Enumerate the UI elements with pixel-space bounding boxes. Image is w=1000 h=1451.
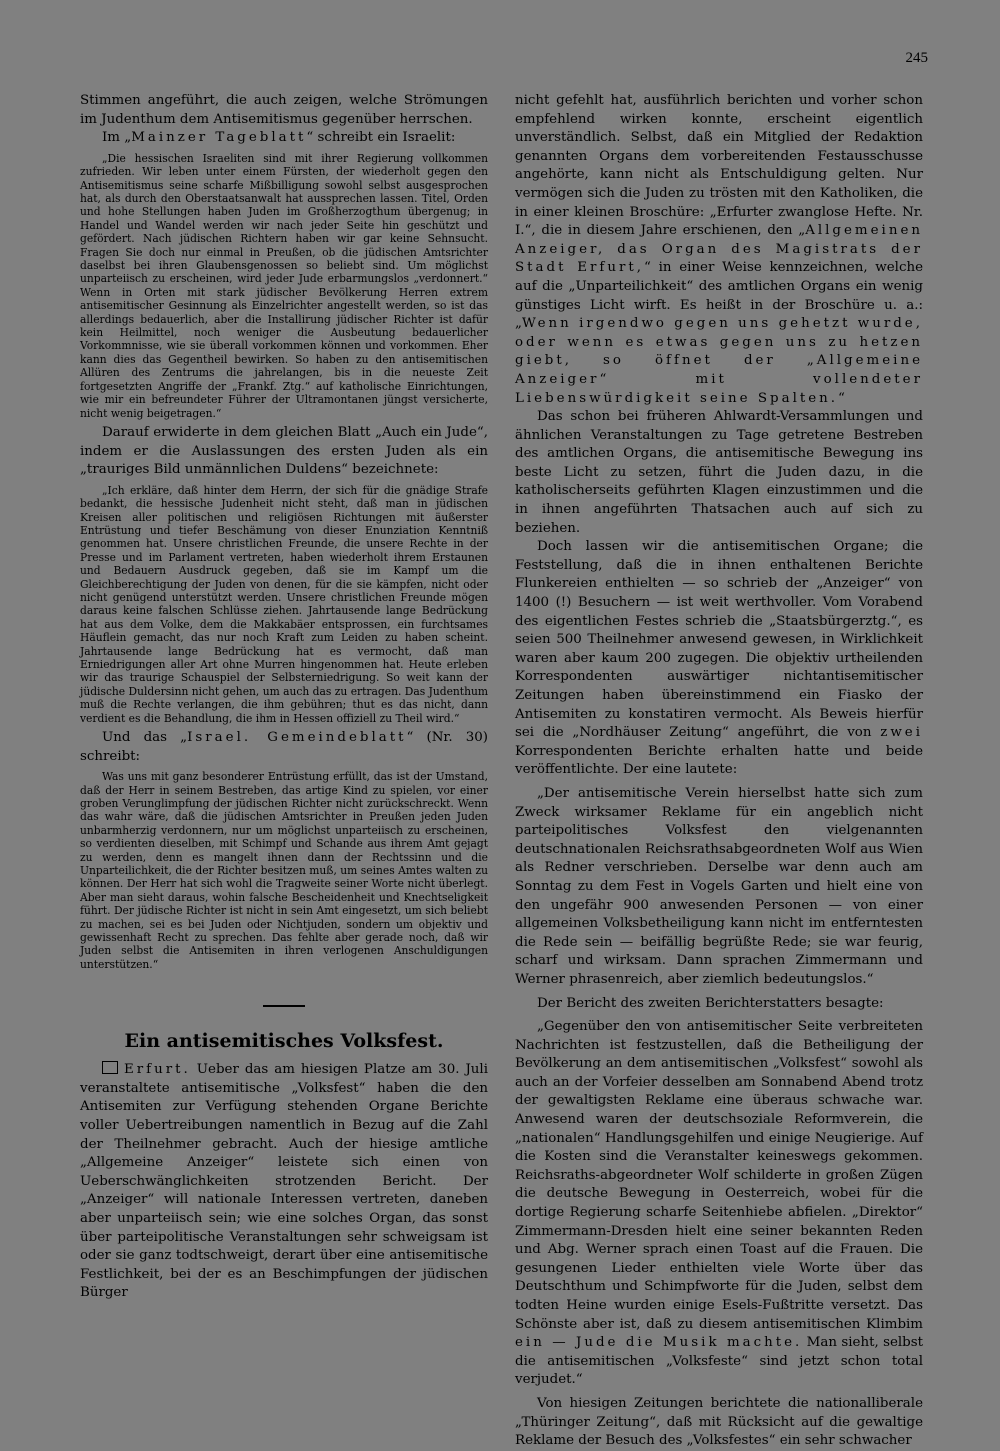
text: Man sieht, selbst die antisemitischen „Volksfeste“ sind jetzt schon total verjudet.“: [515, 1335, 923, 1388]
quotation: „Ich erkläre, daß hinter dem Herrn, der sich für die gnädige Strafe bedankt, die hessische Judenheit nicht steht, daß man in jüdischen Kreisen aller politischen und religiösen Richtungen mit äußerster Entrüstung und tiefer Beschämung von dieser Enunziation Kenntniß genommen hat. Unsere christlichen Freunde, die unsere Rechte in der Presse und im Parlament vertreten, haben wiederholt ihrem Erstaunen und Bedauern Ausdruck gegeben, daß sie im Kampf um die Gleichberechtigung der Juden von denen, für die sie kämpfen, nicht oder nicht genügend unterstützt werden. Unsere christlichen Freunde mögen daraus keine falschen Schlüsse ziehen. Jahrtausende lange Bedrückung hat aus dem Volke, dem die Makkabäer entsprossen, ein furchtsames Häuflein gemacht, das nur noch Kraft zum Leiden zu haben scheint. Jahrtausende lange Bedrückung hat es vermocht, daß man Erniedrigungen aller Art ohne Murren hingenommen hat. Heute erleben wir das traurige Schauspiel der Selbsterniedrigung. So weit kann der jüdische Duldersinn nicht gehen, um auch das zu ertragen. Das Judenthum muß die Rechte verlangen, die ihm gebühren; thut es das nicht, dann verdient es die Behandlung, die ihm in Hessen offiziell zu Theil wird.“: [80, 483, 488, 725]
text: Ueber das am hiesigen Platze am 30. Juli veranstaltete antisemitische „Volksfest“ haben die den Antisemiten zur Verfügung stehenden Organe Berichte voller Uebertreibungen namentlich in Bezug auf die Zahl der Theilnehmer gebracht. Auch der hiesige amtliche „Allgemeine Anzeiger“ leistete sich einen von Ueberschwänglichkeiten strotzenden Bericht. Der „Anzeiger“ will nationale Interessen vertreten, daneben aber unparteiisch sein; wie eine solches Organ, das sonst über parteipolitische Veranstaltungen sehr schweigsam ist oder sie ganz todtschweigt, derart über eine antisemitische Festlichkeit, bei der es an Beschimpfungen der jüdischen Bürger: [80, 1062, 488, 1301]
newspaper-name: Mainzer Tageblatt: [131, 130, 307, 146]
text: nicht gefehlt hat, ausführlich berichten und vorher schon empfehlend wirken konnte, erscheint eigentlich unverständlich. Selbst, daß ein Mitglied der Redaktion genannten Organs dem vorbereitenden Festausschusse angehörte, kann nicht als Entschuldigung gelten. Nur vermögen sich die Juden zu trösten mit den Katholiken, die in einer kleinen Broschüre: „Erfurter zwanglose Hefte. Nr. I.“, die in diesem Jahre erschienen, den „: [515, 93, 923, 239]
paragraph: [80, 129, 488, 148]
text: Korrespondenten Berichte erhalten hatte und beide veröffentlichte. Der eine lautete:: [515, 743, 923, 778]
bracket-mark-icon: [102, 1061, 118, 1074]
paragraph: Der Bericht des zweiten Berichterstatters besagte:: [537, 995, 884, 1011]
emphasis: Wenn irgendwo gegen uns gehetzt wurde, oder wenn es etwas gegen uns zu hetzen giebt, so öffnet der „Allgemeine Anzeiger“ mit vollendeter Liebenswürdigkeit seine Spalten.: [515, 316, 923, 406]
quotation: [515, 1018, 923, 1390]
quotation: Was uns mit ganz besonderer Entrüstung erfüllt, das ist der Umstand, daß der Herr in seinem Bestreben, das artige Kind zu spielen, vor einer groben Verunglimpfung der jüdischen Richter nicht zurückschreckt. Wenn das wahr wäre, daß die jüdischen Amtsrichter in Preußen jeden Juden unbarmherzig verdonnern, nur um möglichst unparteiisch zu erscheinen, so verdienten dieselben, mit Schimpf und Schande aus ihrem Amt gejagt zu werden, denn es mangelt ihnen dann der Rechtssinn und die Unparteilichkeit, die der Richter besitzen muß, um seines Amtes walten zu können. Der Herr hat sich wohl die Tragweite seiner Worte nicht überlegt. Aber man sieht daraus, wohin falsche Bescheidenheit und Knechtseligkeit führt. Der jüdische Richter ist nicht in sein Amt eingesetzt, um sich beliebt zu machen, sei es bei Juden oder Nichtjuden, sondern um objektiv und gewissenhaft Recht zu sprechen. Das fehlte aber gerade noch, daß wir Juden selbst die Antisemiten in ihren verlogenen Anschuldigungen unterstützen.“: [80, 770, 488, 971]
paragraph: Von hiesigen Zeitungen berichtete die nationalliberale „Thüringer Zeitung“, daß mit Rücksicht auf die gewaltige Reklame der Besuch des „Volksfestes“ ein sehr schwacher: [515, 1395, 923, 1449]
text: „Gegenüber den von antisemitischer Seite verbreiteten Nachrichten ist festzustellen, daß die Betheiligung der Bevölkerung an dem antisemitischen „Volksfest“ sowohl als auch an der Vorfeier desselben am Sonnabend Abend trotz der gewaltigsten Reklame eine überaus schwache war. Anwesend waren der deutschsoziale Reformverein, die „nationalen“ Handlungsgehilfen und einige Neugierige. Auf die Kosten sind die Veranstalter keineswegs gekommen. Reichsraths-abgeordneter Wolf schilderte in großen Zügen die deutsche Bewegung in Oesterreich, wobei für die dortige Regierung scharfe Seitenhiebe abfielen. „Direktor“ Zimmermann-Dresden hielt eine seiner bekannten Reden und Abg. Werner sprach einen Toast auf die Frauen. Die gesungenen Lieder enthielten viele Worte über das Deutschthum und Schimpfworte für die Juden, selbst dem todten Heine wurden einige Esels-Fußtritte versetzt. Das Schönste aber ist, daß zu diesem antisemitischen Klimbim: [515, 1019, 923, 1332]
paragraph: [515, 92, 923, 408]
text: “: [838, 390, 845, 406]
paragraph: Das schon bei früheren Ahlwardt-Versammlungen und ähnlichen Veranstaltungen zu Tage getretene Bestreben des amtlichen Organs, die antisemitische Bewegung ins beste Licht zu setzen, führt die Juden dazu, in die katholischerseits geführten Klagen einzustimmen und die in ihnen angeführten Thatsachen auch auf sich zu beziehen.: [515, 409, 923, 536]
article-heading: Ein antisemitisches Volksfest.: [124, 1030, 444, 1053]
dateline: Erfurt.: [124, 1062, 191, 1078]
text: “ in einer Weise kennzeichnen, welche auf die „Unparteilichkeit“ des amtlichen Organs ein wenig günstiges Licht wirft. Es heißt in der Broschüre u. a.: „: [515, 260, 924, 332]
quotation: „Die hessischen Israeliten sind mit ihrer Regierung vollkommen zufrieden. Wir leben unter einem Fürsten, der wiederholt gegen den Antisemitismus seine scharfe Mißbilligung sowohl selbst ausgesprochen hat, als durch den Oberstaatsanwalt hat aussprechen lassen. Titel, Orden und hohe Stellungen haben Juden im Großherzogthum übergenug; in Handel und Wandel werden wir nach jeder Seite hin geschützt und gefördert. Nach jüdischen Richtern haben wir gar keine Sehnsucht. Fragen Sie doch nur einmal in Preußen, ob die jüdischen Amtsrichter daselbst bei ihren Glaubensgenossen so beliebt sind. Um möglichst unparteiisch zu erscheinen, wird jeder Jude erbarmungslos „verdonnert.“ Wenn in Orten mit stark jüdischer Bevölkerung Herren extrem antisemitischer Gesinnung als Einzelrichter angestellt werden, so ist das allerdings bedauerlich, aber die Installirung jüdischer Richter ist dafür kein Heilmittel, noch weniger die Ausbeutung bedauerlicher Vorkommnisse, wie sie überall vorkommen können und vorkommen. Eher kann dies das Gegentheil bewirken. So haben zu den antisemitischen Allüren des Zentrums die jahrelangen, bis in die neueste Zeit fortgesetzten Angriffe der „Frankf. Ztg.“ auf katholische Einrichtungen, wie mir ein befreundeter Führer der Ultramontanen jüngst versicherte, nicht wenig beigetragen.“: [80, 151, 488, 420]
text: Doch lassen wir die antisemitischen Organe; die Feststellung, daß die in ihnen enthaltenen Berichte Flunkereien enthielten — so schrieb der „Anzeiger“ von 1400 (!) Besuchern — ist weit werthvoller. Vom Vorabend des eigentlichen Festes schrieb die „Staatsbürgerztg.“, es seien 500 Theilnehmer anwesend gewesen, in Wirklichkeit waren aber kaum 200 zugegen. Die objektiv urtheilenden Korrespondenten auswärtiger nichtantisemitischer Zeitungen haben übereinstimmend ein Fiasko der Antisemiten zu konstatiren vermocht. Als Beweis hierfür sei die „Nordhäuser Zeitung“ angeführt, die von: [515, 539, 923, 741]
emphasis: zwei: [880, 725, 923, 741]
paragraph: [515, 538, 923, 780]
paragraph: [80, 729, 488, 766]
text: “ schreibt ein Israelit:: [306, 130, 456, 146]
right-column: [515, 92, 923, 1451]
paragraph: Stimmen angeführt, die auch zeigen, welche Strömungen im Judenthum dem Antisemitismus gegenüber herrschen.: [80, 93, 488, 127]
left-column: [80, 92, 488, 1303]
paragraph: Darauf erwiderte in dem gleichen Blatt „Auch ein Jude“, indem er die Auslassungen des ersten Juden als ein „trauriges Bild unmännlichen Duldens“ bezeichnete:: [80, 424, 488, 478]
page-number: 245: [905, 50, 928, 66]
section-divider: [263, 1005, 305, 1007]
text: “ (Nr. 30) schreibt:: [80, 730, 488, 764]
emphasis: ein — Jude die Musik machte.: [515, 1335, 803, 1351]
emphasis: Allgemeinen Anzeiger, das Organ des Magistrats der Stadt Erfurt,: [515, 223, 923, 276]
paragraph: [80, 1061, 488, 1303]
quotation: „Der antisemitische Verein hierselbst hatte sich zum Zweck wirksamer Reklame für ein angeblich nicht parteipolitisches Volksfest den vielgenannten deutschnationalen Reichsrathsabgeordneten Wolf aus Wien als Redner verschrieben. Derselbe war denn auch am Sonntag zu dem Fest in Vogels Garten und hielt eine von den ungefähr 900 anwesenden Personen — von einer allgemeinen Volksbetheiligung kann nicht im entferntesten die Rede sein — beifällig begrüßte Rede; sie war feurig, scharf und wirksam. Dann sprachen Zimmermann und Werner phrasenreich, aber ziemlich bedeutungslos.“: [515, 785, 923, 987]
newspaper-name: Israel. Gemeindeblatt: [187, 730, 407, 745]
text: Und das „: [102, 730, 188, 745]
text: Im „: [102, 130, 132, 146]
